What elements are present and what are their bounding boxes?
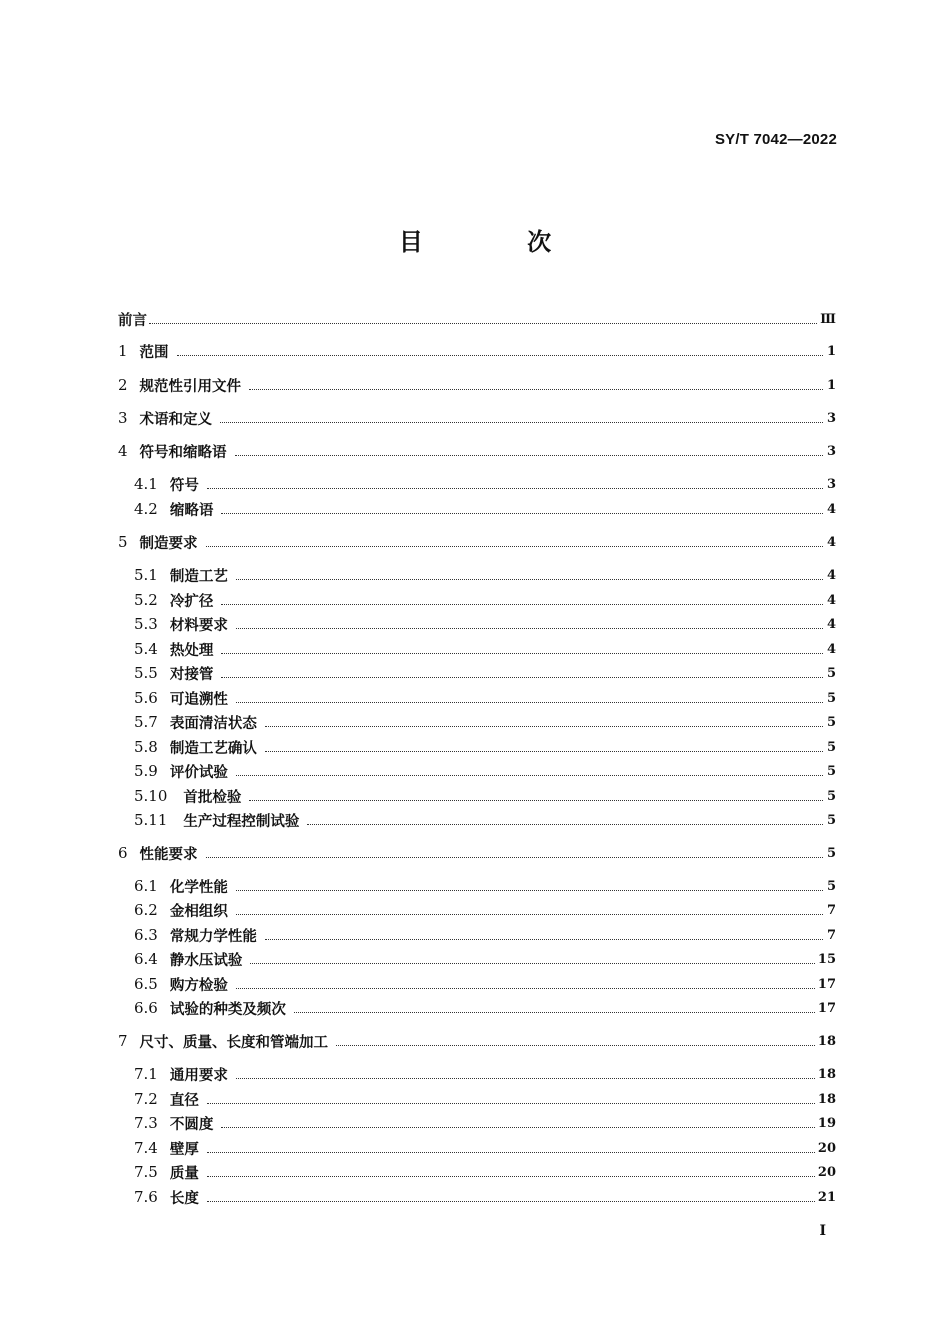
toc-entry[interactable]	[118, 308, 836, 330]
dot-leader	[207, 1201, 815, 1202]
toc-entry-page: 3	[826, 476, 836, 492]
toc-entry-number: 7.6	[134, 1188, 158, 1206]
dot-leader	[265, 939, 823, 940]
dot-leader	[236, 988, 815, 989]
dot-leader	[177, 355, 823, 356]
toc-entry-page: 21	[817, 1189, 836, 1205]
dot-leader	[235, 455, 823, 456]
toc-entry-page: 5	[826, 788, 836, 804]
toc-entry[interactable]	[134, 1161, 836, 1183]
toc-entry-number: 5.3	[134, 615, 158, 633]
dot-leader	[207, 1103, 815, 1104]
toc-entry-label: 冷扩径	[169, 593, 214, 610]
toc-entry-number: 5	[118, 533, 128, 551]
toc-entry[interactable]	[134, 809, 836, 831]
toc-entry-label: 长度	[169, 1190, 199, 1207]
toc-entry-label: 制造要求	[139, 535, 198, 552]
toc-entry-label: 直径	[169, 1092, 199, 1109]
toc-entry[interactable]	[134, 948, 836, 970]
dot-leader	[221, 604, 823, 605]
toc-entry-page: 5	[826, 714, 836, 730]
toc-entry-number: 7.4	[134, 1139, 158, 1157]
toc-entry-label: 材料要求	[169, 617, 228, 634]
toc-entry-label: 试验的种类及频次	[169, 1001, 286, 1018]
toc-entry[interactable]	[134, 736, 836, 758]
toc-entry-number: 5.4	[134, 640, 158, 658]
toc-entry-number: 6.3	[134, 926, 158, 944]
dot-leader	[221, 653, 823, 654]
toc-entry-page: 5	[826, 812, 836, 828]
toc-entry-number: 5.5	[134, 664, 158, 682]
toc-entry[interactable]	[134, 785, 836, 807]
toc-entry-number: 5.1	[134, 566, 158, 584]
toc-entry-label: 购方检验	[169, 977, 228, 994]
toc-entry-label: 术语和定义	[139, 411, 213, 428]
dot-leader	[207, 1176, 815, 1177]
toc-entry[interactable]	[118, 407, 836, 429]
toc-entry-page: 5	[826, 739, 836, 755]
toc-entry-label: 符号	[169, 477, 199, 494]
toc-entry-page: 4	[826, 501, 836, 517]
dot-leader	[236, 914, 823, 915]
toc-entry-label: 范围	[139, 344, 169, 361]
toc-entry-label: 化学性能	[169, 879, 228, 896]
dot-leader	[236, 1078, 815, 1079]
toc-entry[interactable]	[134, 1137, 836, 1159]
toc-entry-page: 19	[817, 1115, 836, 1131]
toc-entry-page: 17	[817, 976, 836, 992]
toc-entry-label: 表面清洁状态	[169, 715, 257, 732]
toc-entry-page: 18	[817, 1091, 836, 1107]
toc-entry-label: 性能要求	[139, 846, 198, 863]
toc-entry-label: 符号和缩略语	[139, 444, 227, 461]
dot-leader	[207, 1152, 815, 1153]
toc-entry-number: 4.2	[134, 500, 158, 518]
toc-entry-number: 7	[118, 1032, 128, 1050]
toc-entry-number: 6.4	[134, 950, 158, 968]
toc-entry-label: 制造工艺确认	[169, 740, 257, 757]
toc-entry[interactable]	[118, 374, 836, 396]
toc-entry-number: 6.6	[134, 999, 158, 1017]
dot-leader	[236, 775, 823, 776]
toc-entry-label: 壁厚	[169, 1141, 199, 1158]
toc-entry-number: 5.10	[134, 787, 168, 805]
toc-entry[interactable]	[134, 924, 836, 946]
toc-entry-label: 可追溯性	[169, 691, 228, 708]
toc-entry-number: 6.5	[134, 975, 158, 993]
toc-entry-label: 评价试验	[169, 764, 228, 781]
toc-entry-page: 3	[826, 410, 836, 426]
toc-entry-number: 7.3	[134, 1114, 158, 1132]
toc-entry[interactable]	[118, 1030, 836, 1052]
toc-entry-number: 5.6	[134, 689, 158, 707]
dot-leader	[265, 751, 823, 752]
toc-entry-number: 4.1	[134, 475, 158, 493]
toc-entry-number: 7.2	[134, 1090, 158, 1108]
page-number: I	[819, 1223, 826, 1239]
dot-leader	[236, 628, 823, 629]
toc-entry-page: 20	[817, 1140, 836, 1156]
toc-entry[interactable]	[134, 997, 836, 1019]
toc-entry-page: 4	[826, 616, 836, 632]
toc-entry-page: 3	[826, 443, 836, 459]
dot-leader	[221, 513, 823, 514]
toc-entry[interactable]	[134, 564, 836, 586]
dot-leader	[221, 677, 823, 678]
toc-entry-page: 15	[817, 951, 836, 967]
toc-entry-label: 尺寸、质量、长度和管端加工	[139, 1034, 329, 1051]
toc-entry[interactable]	[118, 440, 836, 462]
dot-leader	[307, 824, 823, 825]
dot-leader	[265, 726, 823, 727]
toc-entry-page: 5	[826, 845, 836, 861]
toc-entry-label: 常规力学性能	[169, 928, 257, 945]
toc-entry-page: 5	[826, 878, 836, 894]
toc-entry-number: 5.11	[134, 811, 168, 829]
dot-leader	[207, 488, 823, 489]
toc-entry-label: 热处理	[169, 642, 214, 659]
toc-entry-label: 首批检验	[183, 789, 242, 806]
toc-entry-page: 18	[817, 1033, 836, 1049]
dot-leader	[294, 1012, 815, 1013]
toc-entry-number: 5.7	[134, 713, 158, 731]
toc-entry[interactable]	[118, 531, 836, 553]
toc-entry[interactable]	[134, 1186, 836, 1208]
toc-entry-page: Ⅲ	[820, 311, 836, 327]
toc-entry-number: 1	[118, 342, 128, 360]
toc-entry-page: 7	[826, 902, 836, 918]
toc-entry-label: 规范性引用文件	[139, 378, 242, 395]
dot-leader	[250, 963, 815, 964]
toc-entry-page: 1	[826, 377, 836, 393]
toc-entry-page: 4	[826, 641, 836, 657]
toc-entry[interactable]	[134, 973, 836, 995]
standard-code: SY/T 7042—2022	[714, 131, 837, 148]
toc-entry-number: 6.2	[134, 901, 158, 919]
toc-entry-page: 4	[826, 567, 836, 583]
toc-entry[interactable]	[134, 875, 836, 897]
toc-entry-page: 4	[826, 592, 836, 608]
toc-entry-page: 17	[817, 1000, 836, 1016]
toc-entry-page: 7	[826, 927, 836, 943]
toc-entry[interactable]	[134, 662, 836, 684]
toc-entry-number: 5.8	[134, 738, 158, 756]
toc-entry-page: 5	[826, 665, 836, 681]
toc-entry[interactable]	[134, 1112, 836, 1134]
toc-entry-number: 4	[118, 442, 128, 460]
toc-entry-number: 3	[118, 409, 128, 427]
toc-entry-number: 6	[118, 844, 128, 862]
toc-entry[interactable]	[134, 711, 836, 733]
toc-entry[interactable]	[134, 589, 836, 611]
toc-entry-label: 通用要求	[169, 1067, 228, 1084]
dot-leader	[336, 1045, 815, 1046]
dot-leader	[249, 800, 823, 801]
toc-entry-label: 不圆度	[169, 1116, 214, 1133]
toc-entry[interactable]	[134, 687, 836, 709]
toc-entry[interactable]	[134, 638, 836, 660]
dot-leader	[236, 702, 823, 703]
toc-entry[interactable]	[134, 498, 836, 520]
toc-entry-number: 6.1	[134, 877, 158, 895]
toc-entry[interactable]	[134, 760, 836, 782]
toc-entry[interactable]	[134, 899, 836, 921]
toc-entry-page: 1	[826, 343, 836, 359]
toc-entry[interactable]	[134, 1063, 836, 1085]
toc-entry-page: 5	[826, 690, 836, 706]
toc-entry-label: 对接管	[169, 666, 214, 683]
toc-entry-page: 4	[826, 534, 836, 550]
toc-entry-label: 金相组织	[169, 903, 228, 920]
toc-entry-label: 质量	[169, 1165, 199, 1182]
dot-leader	[206, 857, 823, 858]
toc-entry-number: 5.9	[134, 762, 158, 780]
toc-entry-label: 缩略语	[169, 502, 214, 519]
toc-entry-page: 20	[817, 1164, 836, 1180]
toc-entry-label: 前言	[118, 312, 147, 329]
toc-entry[interactable]	[134, 1088, 836, 1110]
dot-leader	[206, 546, 823, 547]
toc-entry-number: 7.1	[134, 1065, 158, 1083]
dot-leader	[149, 323, 817, 324]
toc-entry-number: 7.5	[134, 1163, 158, 1181]
toc-entry[interactable]	[134, 613, 836, 635]
toc-entry-label: 生产过程控制试验	[183, 813, 300, 830]
toc-entry[interactable]	[134, 473, 836, 495]
dot-leader	[236, 890, 823, 891]
toc-entry-label: 制造工艺	[169, 568, 228, 585]
toc-title: 目 次	[398, 228, 600, 256]
toc-entry-number: 5.2	[134, 591, 158, 609]
dot-leader	[249, 389, 823, 390]
toc-entry-page: 18	[817, 1066, 836, 1082]
toc-entry[interactable]	[118, 842, 836, 864]
dot-leader	[236, 579, 823, 580]
toc-entry-page: 5	[826, 763, 836, 779]
dot-leader	[220, 422, 823, 423]
toc-entry[interactable]	[118, 340, 836, 362]
dot-leader	[221, 1127, 815, 1128]
toc-entry-label: 静水压试验	[169, 952, 243, 969]
toc-entry-number: 2	[118, 376, 128, 394]
